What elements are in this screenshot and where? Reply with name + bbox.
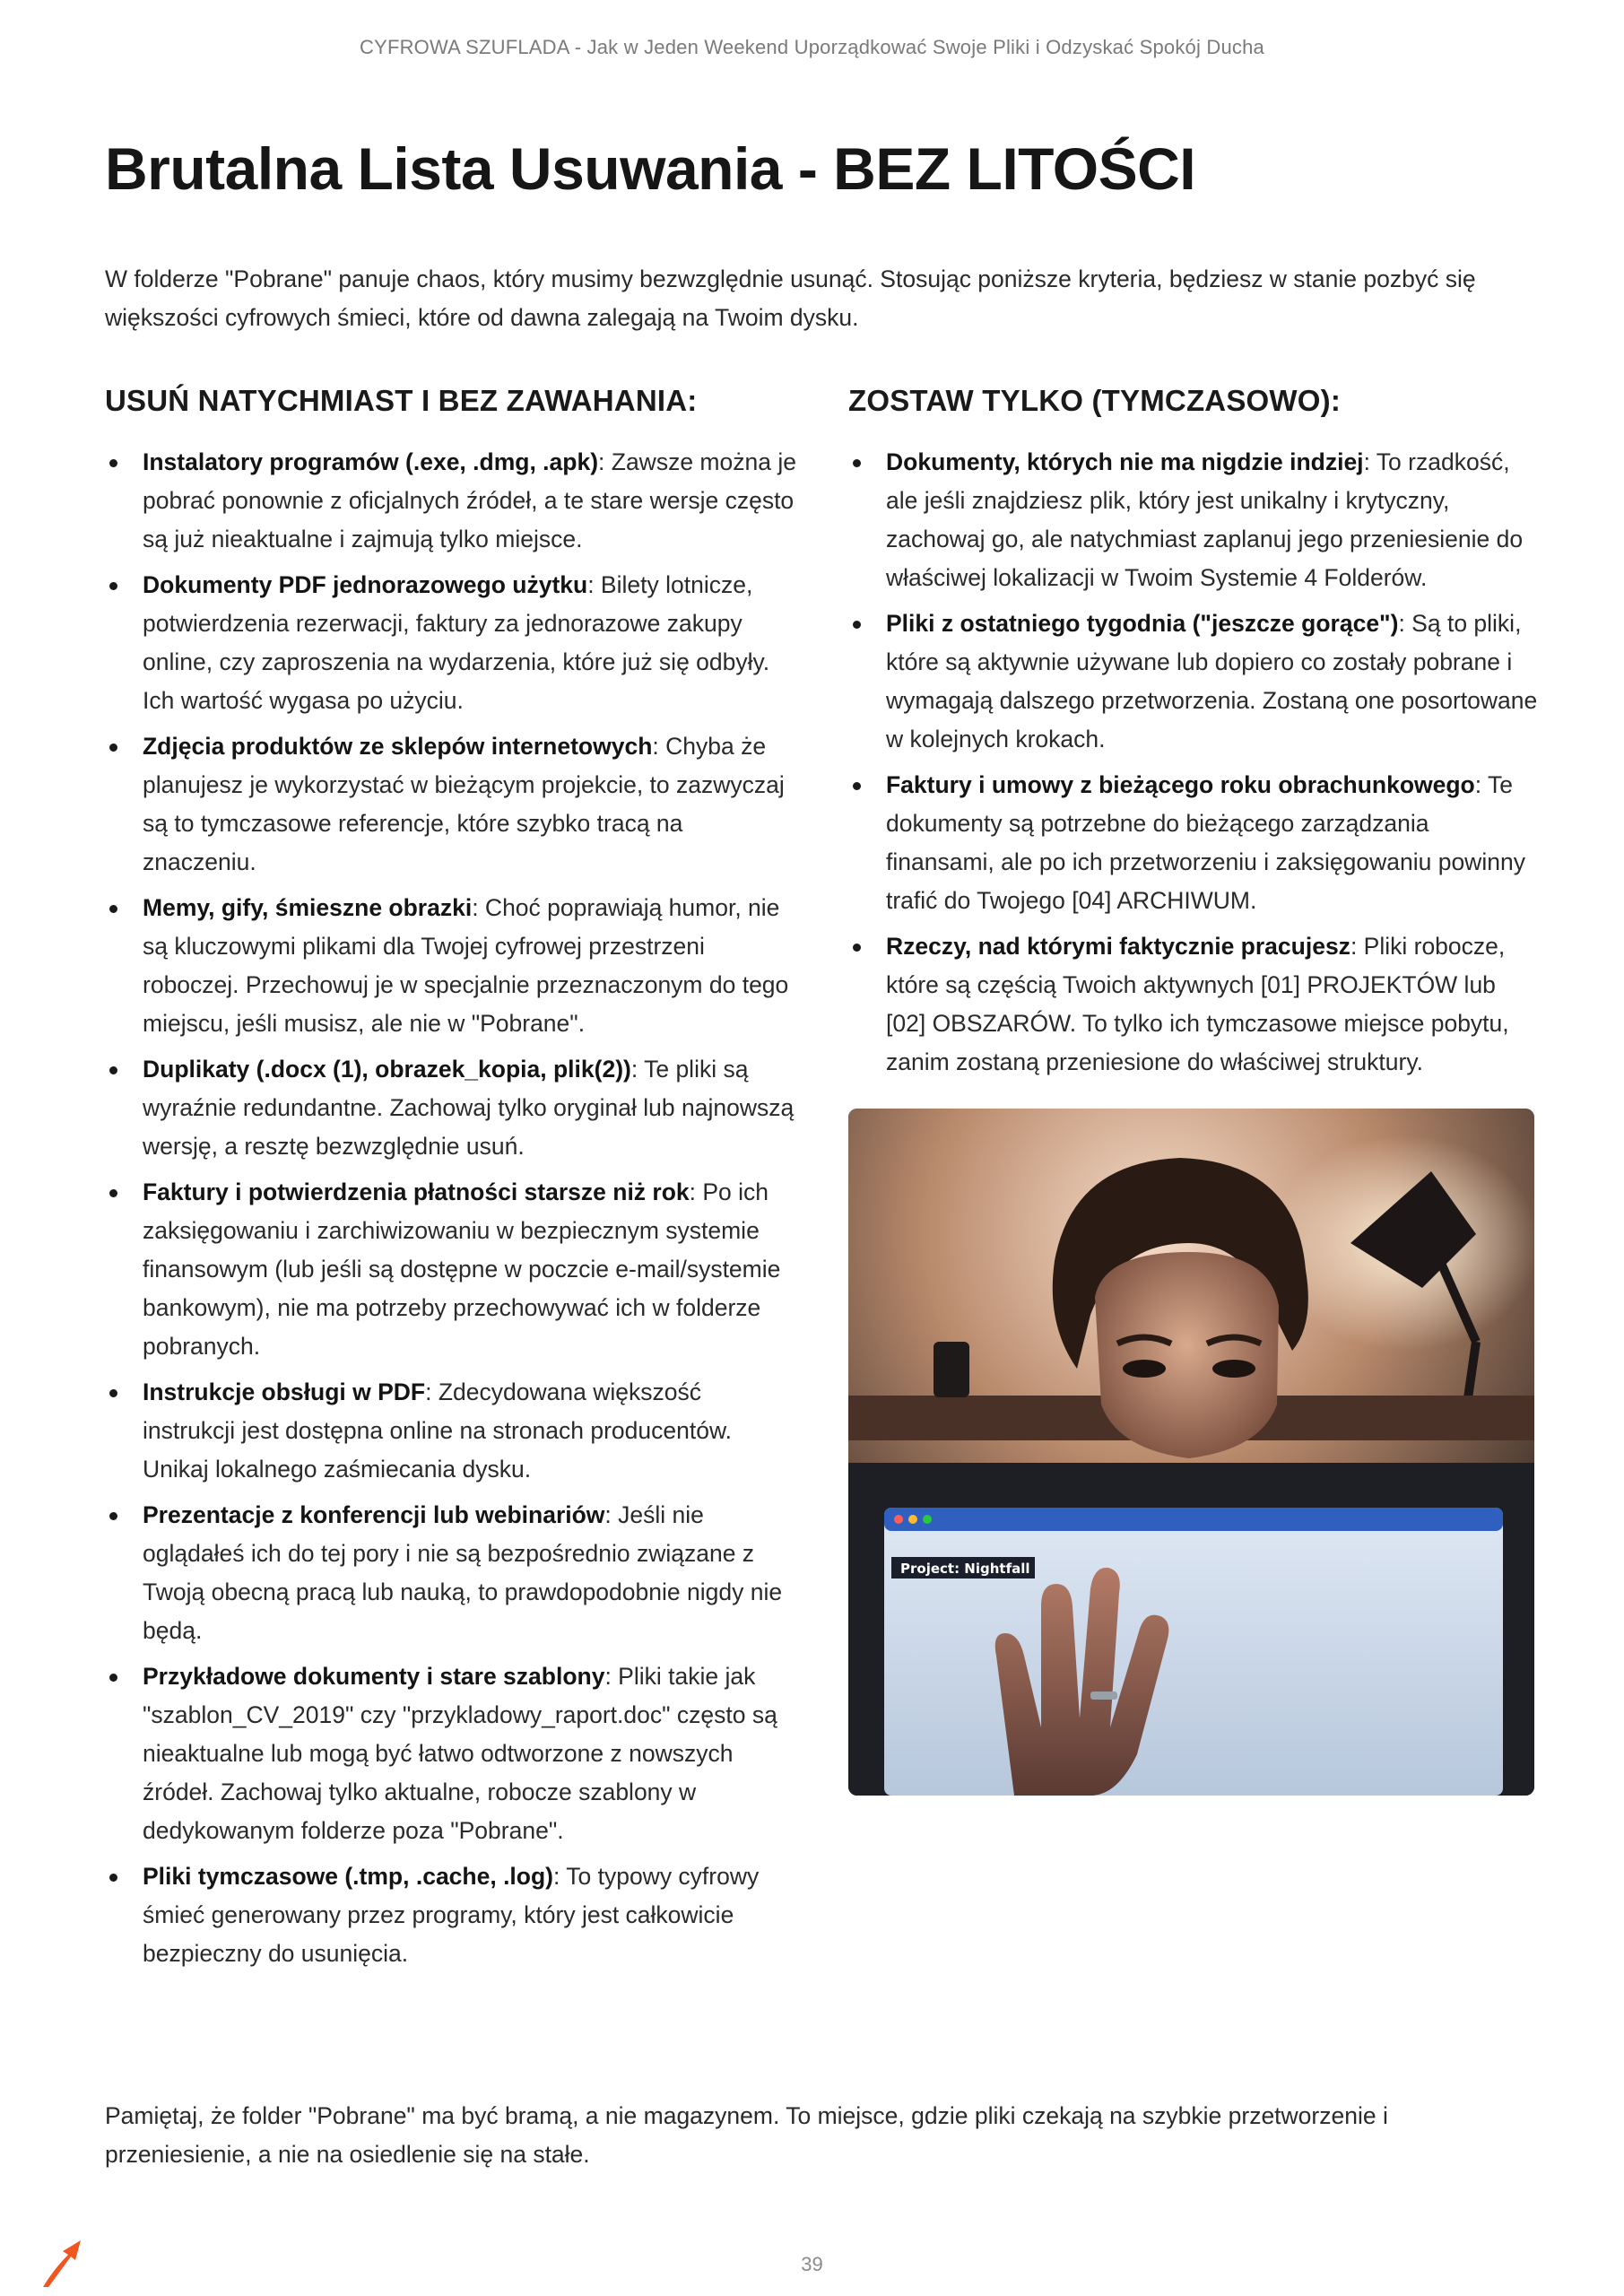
intro-paragraph: W folderze "Pobrane" panuje chaos, który musimy bezwzględnie usunąć. Stosując poniższe kryteria, będziesz w stanie pozbyć się większości cyfrowych śmieci, które od dawna zalegają na Twoim dysku. xyxy=(105,265,1476,331)
list-item xyxy=(105,1173,800,1366)
window-close-dot xyxy=(894,1515,903,1524)
item-text: : Te pliki są wyraźnie redundantne. Zachowaj tylko oryginał lub najnowszą wersję, a resztę bezwzględnie usuń. xyxy=(143,1056,795,1160)
item-text: : Zawsze można je pobrać ponownie z oficjalnych źródeł, a te stare wersje często są już nieaktualne i zajmują tylko miejsce. xyxy=(143,448,796,552)
item-term: Duplikaty (.docx (1), obrazek_kopia, plik(2)) xyxy=(143,1056,631,1083)
item-text: : Są to pliki, które są aktywnie używane lub dopiero co zostały pobrane i wymagają dalszego przetworzenia. Zostaną one posortowane w kolejnych krokach. xyxy=(886,610,1538,752)
window-titlebar xyxy=(884,1508,1503,1531)
window-zoom-dot xyxy=(923,1515,932,1524)
item-text: : To rzadkość, ale jeśli znajdziesz plik, który jest unikalny i krytyczny, zachowaj go, ale natychmiast zaplanuj jego przeniesienie do właściwej lokalizacji w Twoim Systemie 4 Folderów. xyxy=(886,448,1524,591)
item-text: : Po ich zaksięgowaniu i zarchiwizowaniu w bezpiecznym systemie finansowym (lub jeśli są dostępne w poczcie e-mail/systemie bankowym), nie ma potrzeby przechowywać ich w folderze pobranych. xyxy=(143,1178,781,1360)
illustration-photo xyxy=(848,1109,1534,1796)
item-term: Dokumenty PDF jednorazowego użytku xyxy=(143,571,588,598)
item-term: Pliki z ostatniego tygodnia ("jeszcze gorące") xyxy=(886,610,1399,637)
page-number: 39 xyxy=(801,2253,823,2275)
item-term: Przykładowe dokumenty i stare szablony xyxy=(143,1663,605,1690)
list-item xyxy=(848,443,1539,597)
item-text: : Pliki robocze, które są częścią Twoich aktywnych [01] PROJEKTÓW lub [02] OBSZARÓW. To tylko ich tymczasowe miejsce pobytu, zanim zostaną przeniesione do właściwej struktury. xyxy=(886,933,1509,1075)
delete-list-heading: USUŃ NATYCHMIAST I BEZ ZAWAHANIA: xyxy=(105,384,698,417)
page-title: Brutalna Lista Usuwania - BEZ LITOŚCI xyxy=(105,135,1196,202)
item-text: : Jeśli nie oglądałeś ich do tej pory i nie są bezpośrednio związane z Twoją obecną pracą lub nauką, to prawdopodobnie nigdy nie będą. xyxy=(143,1501,783,1644)
list-item xyxy=(105,1373,800,1489)
pen-holder xyxy=(934,1342,969,1397)
item-term: Memy, gify, śmieszne obrazki xyxy=(143,894,473,921)
keep-list-heading: ZOSTAW TYLKO (TYMCZASOWO): xyxy=(848,384,1342,417)
screen-label: Project: Nightfall xyxy=(900,1561,1030,1577)
illustration-svg xyxy=(848,1109,1534,1796)
list-item xyxy=(105,1857,800,1973)
list-item xyxy=(105,889,800,1043)
list-item xyxy=(848,604,1539,759)
item-text: : Zdecydowana większość instrukcji jest dostępna online na stronach producentów. Unikaj lokalnego zaśmiecania dysku. xyxy=(143,1378,733,1483)
keep-list-column xyxy=(848,384,1539,1796)
item-text: : Te dokumenty są potrzebne do bieżącego zarządzania finansami, ale po ich przetworzeniu i zaksięgowaniu powinny trafić do Twojego [04] ARCHIWUM. xyxy=(886,771,1525,914)
item-text: : Bilety lotnicze, potwierdzenia rezerwacji, faktury za jednorazowe zakupy online, czy zaproszenia na wydarzenia, które już się odbyły. Ich wartość wygasa po użyciu. xyxy=(143,571,770,714)
window-minimize-dot xyxy=(908,1515,917,1524)
list-item xyxy=(105,566,800,720)
item-text: : Chyba że planujesz je wykorzystać w bieżącym projekcie, to zazwyczaj są to tymczasowe referencje, które szybko tracą na znaczeniu. xyxy=(143,733,785,875)
item-term: Instrukcje obsługi w PDF xyxy=(143,1378,426,1405)
list-item xyxy=(105,1496,800,1650)
delete-list-column xyxy=(105,384,800,1980)
list-item xyxy=(105,727,800,882)
closing-paragraph: Pamiętaj, że folder "Pobrane" ma być bramą, a nie magazynem. To miejsce, gdzie pliki czekają na szybkie przetworzenie i przeniesienie, a nie na osiedlenie się na stałe. xyxy=(105,2102,1388,2168)
item-text: : To typowy cyfrowy śmieć generowany przez programy, który jest całkowicie bezpieczny do usunięcia. xyxy=(143,1863,760,1967)
item-text: : Choć poprawiają humor, nie są kluczowymi plikami dla Twojej cyfrowej przestrzeni roboczej. Przechowuj je w specjalnie przeznaczonym do tego miejscu, jeśli musisz, ale nie w "Pobrane". xyxy=(143,894,789,1037)
list-item xyxy=(848,766,1539,920)
item-term: Zdjęcia produktów ze sklepów internetowych xyxy=(143,733,653,760)
item-term: Dokumenty, których nie ma nigdzie indziej xyxy=(886,448,1364,475)
item-term: Instalatory programów (.exe, .dmg, .apk) xyxy=(143,448,599,475)
item-term: Faktury i umowy z bieżącego roku obrachunkowego xyxy=(886,771,1475,798)
item-term: Faktury i potwierdzenia płatności starsze niż rok xyxy=(143,1178,690,1205)
list-item xyxy=(848,927,1539,1082)
item-term: Pliki tymczasowe (.tmp, .cache, .log) xyxy=(143,1863,553,1890)
running-header: CYFROWA SZUFLADA - Jak w Jeden Weekend Uporządkować Swoje Pliki i Odzyskać Spokój Ducha xyxy=(359,36,1264,58)
monitor-screen xyxy=(884,1508,1503,1796)
item-text: : Pliki takie jak "szablon_CV_2019" czy "przykladowy_raport.doc" często są nieaktualne lub mogą być łatwo odtworzone z nowszych źródeł. Zachowaj tylko aktualne, robocze szablony w dedykowanym folderze poza "Pobrane". xyxy=(143,1663,777,1844)
list-item xyxy=(105,1657,800,1850)
item-term: Rzeczy, nad którymi faktycznie pracujesz xyxy=(886,933,1350,960)
item-term: Prezentacje z konferencji lub webinariów xyxy=(143,1501,605,1528)
keep-list xyxy=(848,443,1539,1082)
list-item xyxy=(105,1050,800,1166)
list-item xyxy=(105,443,800,559)
delete-list xyxy=(105,443,800,1973)
